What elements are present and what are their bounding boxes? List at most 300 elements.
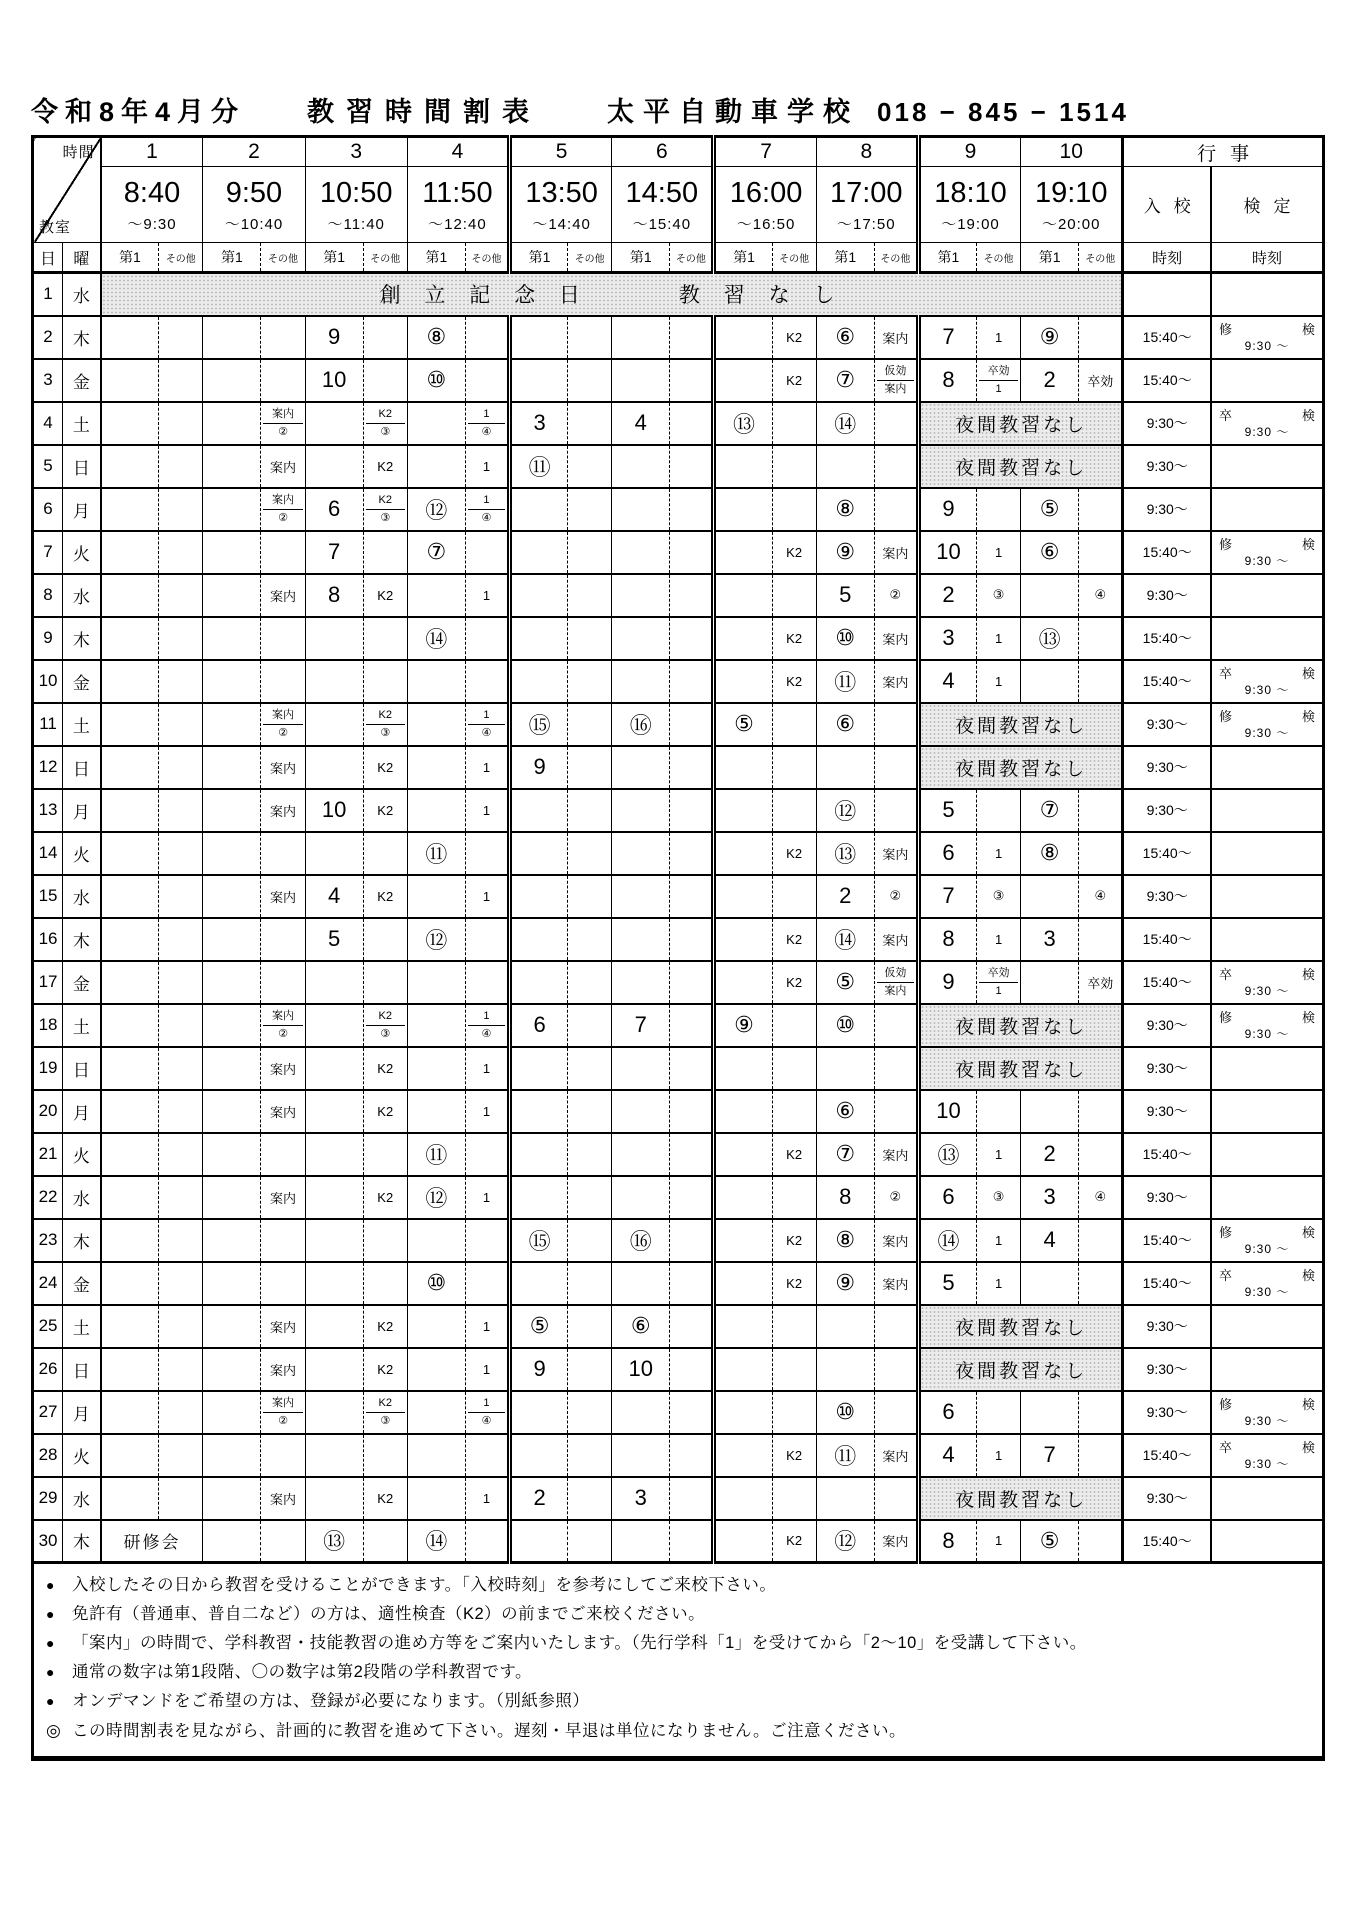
day-number-cell: 29 xyxy=(33,1477,63,1520)
first-stage-cell xyxy=(612,445,670,488)
first-stage-cell xyxy=(1021,1391,1079,1434)
first-stage-cell: ⑬ xyxy=(918,1133,976,1176)
other-cell: ③ xyxy=(977,1176,1021,1219)
first-stage-cell xyxy=(101,531,159,574)
stack-top: 1 xyxy=(468,406,505,424)
exam-type-char: 検 xyxy=(1301,321,1315,337)
other-cell xyxy=(363,1520,407,1563)
other-cell: K2 xyxy=(363,1090,407,1133)
stack-bottom: ③ xyxy=(380,511,391,524)
first-stage-cell xyxy=(714,1176,772,1219)
first-stage-cell: ⑤ xyxy=(1021,488,1079,531)
period-end-time: ～16:50 xyxy=(736,215,796,233)
other-cell xyxy=(874,1090,918,1133)
other-cell: 案内 xyxy=(261,1477,305,1520)
period-time-header xyxy=(203,167,305,243)
sonota-header: その他 xyxy=(363,243,407,273)
other-cell xyxy=(670,875,714,918)
first-stage-cell xyxy=(816,1305,874,1348)
first-stage-cell xyxy=(510,1176,568,1219)
other-cell xyxy=(159,1047,203,1090)
other-cell xyxy=(159,1434,203,1477)
first-stage-cell xyxy=(305,1047,363,1090)
other-cell xyxy=(261,1004,305,1047)
other-cell xyxy=(670,617,714,660)
first-stage-cell: ⑬ xyxy=(1021,617,1079,660)
other-cell xyxy=(159,1477,203,1520)
first-stage-cell xyxy=(714,1348,772,1391)
exam-type-char: 検 xyxy=(1301,708,1315,724)
other-cell xyxy=(772,1004,816,1047)
first-stage-cell: 9 xyxy=(305,316,363,359)
first-stage-cell: ⑨ xyxy=(816,1262,874,1305)
first-stage-cell xyxy=(407,875,465,918)
sonota-header: その他 xyxy=(874,243,918,273)
first-stage-cell xyxy=(407,1090,465,1133)
other-cell: 案内 xyxy=(874,531,918,574)
period-number-header: 1 xyxy=(101,137,203,167)
other-cell xyxy=(465,961,509,1004)
first-stage-cell xyxy=(101,703,159,746)
other-cell xyxy=(874,359,918,402)
first-stage-cell xyxy=(816,1348,874,1391)
other-cell xyxy=(670,1391,714,1434)
table-row xyxy=(33,1434,1324,1477)
first-stage-cell xyxy=(510,488,568,531)
first-stage-cell xyxy=(714,359,772,402)
other-cell xyxy=(568,1348,612,1391)
first-stage-cell xyxy=(714,1090,772,1133)
other-cell: 1 xyxy=(977,832,1021,875)
first-stage-cell: 2 xyxy=(1021,359,1079,402)
first-stage-cell xyxy=(510,832,568,875)
first-stage-cell: ⑤ xyxy=(714,703,772,746)
other-cell: ④ xyxy=(1079,1176,1123,1219)
period-time-header xyxy=(816,167,918,243)
first-stage-cell: 4 xyxy=(305,875,363,918)
first-stage-cell: ⑫ xyxy=(816,1520,874,1563)
first-stage-cell: ⑦ xyxy=(816,1133,874,1176)
period-start-time: 9:50 xyxy=(225,176,283,209)
stack-top: 卒効 xyxy=(979,965,1018,983)
first-stage-cell xyxy=(407,1348,465,1391)
other-cell: 案内 xyxy=(261,1305,305,1348)
first-stage-cell xyxy=(305,961,363,1004)
table-row xyxy=(33,1305,1324,1348)
period-end-time: ～12:40 xyxy=(428,215,487,233)
first-stage-cell xyxy=(203,660,261,703)
dai1-header: 第1 xyxy=(203,243,261,273)
other-cell xyxy=(772,1305,816,1348)
first-stage-cell xyxy=(612,1133,670,1176)
exam-type-char: 検 xyxy=(1301,1439,1315,1455)
period-end-time: ～19:00 xyxy=(941,215,1000,233)
exam-cell xyxy=(1211,789,1323,832)
first-stage-cell xyxy=(305,660,363,703)
first-stage-cell xyxy=(203,531,261,574)
first-stage-cell xyxy=(1021,1262,1079,1305)
nyuko-header: 入校 xyxy=(1123,167,1211,243)
other-cell xyxy=(772,789,816,832)
other-cell xyxy=(568,1262,612,1305)
first-stage-cell: 7 xyxy=(918,316,976,359)
exam-cell xyxy=(1211,1176,1323,1219)
other-cell xyxy=(159,574,203,617)
exam-type-char: 修 xyxy=(1219,708,1233,724)
day-number-cell: 17 xyxy=(33,961,63,1004)
other-cell: 案内 xyxy=(261,1047,305,1090)
first-stage-cell: 8 xyxy=(918,359,976,402)
first-stage-cell: 2 xyxy=(1021,1133,1079,1176)
first-stage-cell xyxy=(203,1133,261,1176)
entry-time-cell: 9:30～ xyxy=(1123,488,1211,531)
other-cell xyxy=(159,531,203,574)
first-stage-cell xyxy=(407,1434,465,1477)
other-cell xyxy=(465,1219,509,1262)
other-cell xyxy=(670,574,714,617)
first-stage-cell: 8 xyxy=(918,1520,976,1563)
other-cell xyxy=(363,617,407,660)
other-cell: K2 xyxy=(772,1262,816,1305)
other-cell: 1 xyxy=(465,1090,509,1133)
exam-type-char: 修 xyxy=(1219,321,1233,337)
first-stage-cell: 10 xyxy=(918,531,976,574)
day-number-cell: 10 xyxy=(33,660,63,703)
note-item xyxy=(46,1716,1310,1746)
first-stage-cell xyxy=(203,1434,261,1477)
first-stage-cell xyxy=(612,1520,670,1563)
other-cell: K2 xyxy=(363,1477,407,1520)
first-stage-cell xyxy=(510,1090,568,1133)
dai1-header: 第1 xyxy=(1021,243,1079,273)
note-text: 「案内」の時間で、学科教習・技能教習の進め方等をご案内いたします。（先行学科「1」を受けてから「2～10」を受講して下さい。 xyxy=(72,1634,1087,1652)
first-stage-cell: ⑩ xyxy=(407,359,465,402)
sonota-header: その他 xyxy=(1079,243,1123,273)
first-stage-cell: 3 xyxy=(612,1477,670,1520)
note-item xyxy=(46,1600,1310,1629)
weekday-cell: 火 xyxy=(63,832,101,875)
exam-time: 9:30 ～ xyxy=(1244,1413,1290,1428)
weekday-cell: 月 xyxy=(63,1391,101,1434)
other-cell xyxy=(465,918,509,961)
day-number-cell: 12 xyxy=(33,746,63,789)
other-cell: 案内 xyxy=(261,445,305,488)
table-row xyxy=(33,488,1324,531)
other-cell xyxy=(670,1219,714,1262)
day-number-cell: 30 xyxy=(33,1520,63,1563)
events-header: 行事 xyxy=(1123,137,1324,167)
first-stage-cell xyxy=(510,617,568,660)
exam-cell xyxy=(1211,1348,1323,1391)
first-stage-cell xyxy=(203,1477,261,1520)
other-cell xyxy=(874,1391,918,1434)
exam-type xyxy=(1212,321,1322,338)
exam-cell xyxy=(1211,961,1323,1004)
period-start-time: 13:50 xyxy=(525,176,598,209)
other-cell xyxy=(772,1477,816,1520)
note-item xyxy=(46,1658,1310,1687)
first-stage-cell xyxy=(510,660,568,703)
first-stage-cell xyxy=(101,660,159,703)
first-stage-cell xyxy=(816,445,874,488)
other-cell: 1 xyxy=(977,1219,1021,1262)
night-no-lesson-cell: 夜間教習なし xyxy=(918,1004,1122,1047)
first-stage-cell xyxy=(612,1090,670,1133)
period-time-header xyxy=(305,167,407,243)
day-number-cell: 16 xyxy=(33,918,63,961)
other-cell xyxy=(568,918,612,961)
other-cell xyxy=(568,832,612,875)
first-stage-cell xyxy=(407,746,465,789)
first-stage-cell: 6 xyxy=(918,832,976,875)
note-bullet: ● xyxy=(46,1577,55,1593)
first-stage-cell xyxy=(305,445,363,488)
other-cell: 案内 xyxy=(261,1176,305,1219)
weekday-cell: 木 xyxy=(63,1520,101,1563)
other-cell xyxy=(1079,617,1123,660)
other-cell: 卒効 xyxy=(1079,359,1123,402)
other-cell xyxy=(261,918,305,961)
other-cell xyxy=(1079,1133,1123,1176)
other-cell xyxy=(874,746,918,789)
first-stage-cell xyxy=(305,703,363,746)
first-stage-cell xyxy=(305,832,363,875)
weekday-cell: 木 xyxy=(63,918,101,961)
first-stage-cell xyxy=(101,1477,159,1520)
table-row xyxy=(33,402,1324,445)
stack-top: 仮効 xyxy=(877,965,914,983)
stack-bottom: ② xyxy=(278,1027,288,1040)
other-cell xyxy=(159,832,203,875)
sonota-header: その他 xyxy=(159,243,203,273)
first-stage-cell: ⑭ xyxy=(816,402,874,445)
other-cell: 案内 xyxy=(874,1520,918,1563)
other-cell xyxy=(465,1520,509,1563)
other-cell xyxy=(568,703,612,746)
other-cell xyxy=(1079,1434,1123,1477)
weekday-cell: 水 xyxy=(63,1477,101,1520)
other-cell xyxy=(670,359,714,402)
first-stage-cell xyxy=(714,746,772,789)
first-stage-cell xyxy=(203,789,261,832)
stack-bottom: ② xyxy=(278,1414,288,1427)
day-number-cell: 3 xyxy=(33,359,63,402)
first-stage-cell xyxy=(612,660,670,703)
dai1-header: 第1 xyxy=(101,243,159,273)
weekday-cell: 水 xyxy=(63,273,101,316)
period-start-time: 17:00 xyxy=(829,176,903,209)
first-stage-cell xyxy=(612,746,670,789)
first-stage-cell xyxy=(612,1047,670,1090)
day-number-cell: 20 xyxy=(33,1090,63,1133)
weekday-cell: 水 xyxy=(63,875,101,918)
other-cell: ④ xyxy=(1079,875,1123,918)
other-cell xyxy=(568,1133,612,1176)
day-number-cell: 13 xyxy=(33,789,63,832)
period-number-header: 5 xyxy=(510,137,612,167)
first-stage-cell xyxy=(101,789,159,832)
first-stage-cell xyxy=(101,1391,159,1434)
first-stage-cell xyxy=(612,574,670,617)
other-cell xyxy=(568,531,612,574)
other-cell xyxy=(568,1391,612,1434)
other-cell xyxy=(568,1434,612,1477)
other-cell xyxy=(261,660,305,703)
first-stage-cell: ⑪ xyxy=(407,832,465,875)
day-number-cell: 7 xyxy=(33,531,63,574)
other-cell xyxy=(363,402,407,445)
exam-type xyxy=(1212,708,1322,725)
other-cell xyxy=(568,1477,612,1520)
first-stage-cell xyxy=(612,316,670,359)
weekday-cell: 木 xyxy=(63,316,101,359)
other-cell: 1 xyxy=(465,746,509,789)
entry-time-cell: 15:40～ xyxy=(1123,832,1211,875)
exam-type-char: 検 xyxy=(1301,407,1315,423)
other-cell xyxy=(670,1305,714,1348)
period-number-header: 2 xyxy=(203,137,305,167)
stack-top: 1 xyxy=(468,1008,505,1026)
table-row xyxy=(33,445,1324,488)
weekday-cell: 金 xyxy=(63,359,101,402)
first-stage-cell: ⑥ xyxy=(816,703,874,746)
entry-time-cell: 15:40～ xyxy=(1123,1520,1211,1563)
entry-time-cell: 15:40～ xyxy=(1123,1219,1211,1262)
other-cell xyxy=(159,875,203,918)
entry-time-cell: 9:30～ xyxy=(1123,402,1211,445)
other-cell xyxy=(772,1090,816,1133)
other-cell xyxy=(159,961,203,1004)
other-cell: 案内 xyxy=(261,789,305,832)
other-cell xyxy=(772,875,816,918)
other-cell: 案内 xyxy=(874,918,918,961)
table-row xyxy=(33,617,1324,660)
exam-cell xyxy=(1211,1047,1323,1090)
day-number-cell: 21 xyxy=(33,1133,63,1176)
table-row xyxy=(33,961,1324,1004)
first-stage-cell xyxy=(305,746,363,789)
other-cell xyxy=(772,1176,816,1219)
other-cell xyxy=(159,617,203,660)
first-stage-cell xyxy=(407,1305,465,1348)
other-cell xyxy=(465,617,509,660)
first-stage-cell xyxy=(407,789,465,832)
other-cell xyxy=(159,1305,203,1348)
first-stage-cell xyxy=(203,445,261,488)
first-stage-cell: 4 xyxy=(918,1434,976,1477)
note-text: 免許有（普通車、普自二など）の方は、適性検査（K2）の前までご来校ください。 xyxy=(72,1605,706,1623)
other-cell xyxy=(261,1262,305,1305)
first-stage-cell: 10 xyxy=(918,1090,976,1133)
other-cell xyxy=(363,918,407,961)
first-stage-cell xyxy=(305,617,363,660)
first-stage-cell xyxy=(305,1090,363,1133)
other-cell: K2 xyxy=(363,746,407,789)
other-cell: 1 xyxy=(465,789,509,832)
time-axis-label: 時間 xyxy=(62,144,95,161)
first-stage-cell: 9 xyxy=(510,1348,568,1391)
first-stage-cell xyxy=(101,1176,159,1219)
first-stage-cell xyxy=(510,1262,568,1305)
other-cell xyxy=(568,488,612,531)
period-end-time: ～17:50 xyxy=(837,215,896,233)
first-stage-cell xyxy=(203,1219,261,1262)
table-row xyxy=(33,1133,1324,1176)
entry-time-cell: 9:30～ xyxy=(1123,1090,1211,1133)
first-stage-cell xyxy=(714,316,772,359)
stack-top: 仮効 xyxy=(877,363,914,381)
other-cell xyxy=(670,316,714,359)
first-stage-cell xyxy=(203,1305,261,1348)
period-number-header: 4 xyxy=(407,137,509,167)
other-cell xyxy=(772,1047,816,1090)
other-cell xyxy=(977,1090,1021,1133)
exam-cell xyxy=(1211,746,1323,789)
sonota-header: その他 xyxy=(568,243,612,273)
first-stage-cell xyxy=(612,1391,670,1434)
other-cell xyxy=(568,1176,612,1219)
day-number-cell: 22 xyxy=(33,1176,63,1219)
period-end-time: ～14:40 xyxy=(532,215,591,233)
exam-time: 9:30 ～ xyxy=(1244,1284,1290,1299)
first-stage-cell xyxy=(305,1262,363,1305)
table-row xyxy=(33,574,1324,617)
first-stage-cell xyxy=(101,875,159,918)
note-text: オンデマンドをご希望の方は、登録が必要になります。（別紙参照） xyxy=(72,1692,590,1710)
other-cell: ③ xyxy=(977,574,1021,617)
exam-cell xyxy=(1211,1090,1323,1133)
other-cell: 1 xyxy=(465,1047,509,1090)
exam-type xyxy=(1212,1396,1322,1413)
day-number-cell: 9 xyxy=(33,617,63,660)
exam-time: 9:30 ～ xyxy=(1244,1026,1290,1041)
first-stage-cell: ⑭ xyxy=(407,617,465,660)
stack-top: 案内 xyxy=(263,707,302,725)
other-cell xyxy=(261,703,305,746)
stack-top: K2 xyxy=(366,1395,405,1413)
first-stage-cell xyxy=(101,918,159,961)
title-month: 令和8年4月分 xyxy=(31,97,246,127)
first-stage-cell xyxy=(612,875,670,918)
table-row xyxy=(33,531,1324,574)
first-stage-cell xyxy=(714,1434,772,1477)
first-stage-cell xyxy=(714,918,772,961)
table-row xyxy=(33,359,1324,402)
other-cell: 案内 xyxy=(261,1348,305,1391)
other-cell xyxy=(363,1391,407,1434)
other-cell: 1 xyxy=(977,1133,1021,1176)
stack-bottom: ③ xyxy=(380,1414,391,1427)
exam-type xyxy=(1212,665,1322,682)
first-stage-cell xyxy=(612,961,670,1004)
holiday-cell: 創 立 記 念 日 教 習 な し xyxy=(101,273,1123,316)
other-cell: K2 xyxy=(363,875,407,918)
other-cell xyxy=(261,359,305,402)
other-cell xyxy=(670,1004,714,1047)
first-stage-cell: 5 xyxy=(918,1262,976,1305)
first-stage-cell xyxy=(101,961,159,1004)
other-cell: K2 xyxy=(363,1305,407,1348)
other-cell: 1 xyxy=(977,1520,1021,1563)
first-stage-cell: 5 xyxy=(305,918,363,961)
first-stage-cell xyxy=(101,1090,159,1133)
other-cell xyxy=(159,1176,203,1219)
first-stage-cell: ⑩ xyxy=(816,1004,874,1047)
exam-type-char: 卒 xyxy=(1219,665,1233,681)
exam-cell xyxy=(1211,703,1323,746)
first-stage-cell xyxy=(101,1348,159,1391)
day-number-cell: 25 xyxy=(33,1305,63,1348)
